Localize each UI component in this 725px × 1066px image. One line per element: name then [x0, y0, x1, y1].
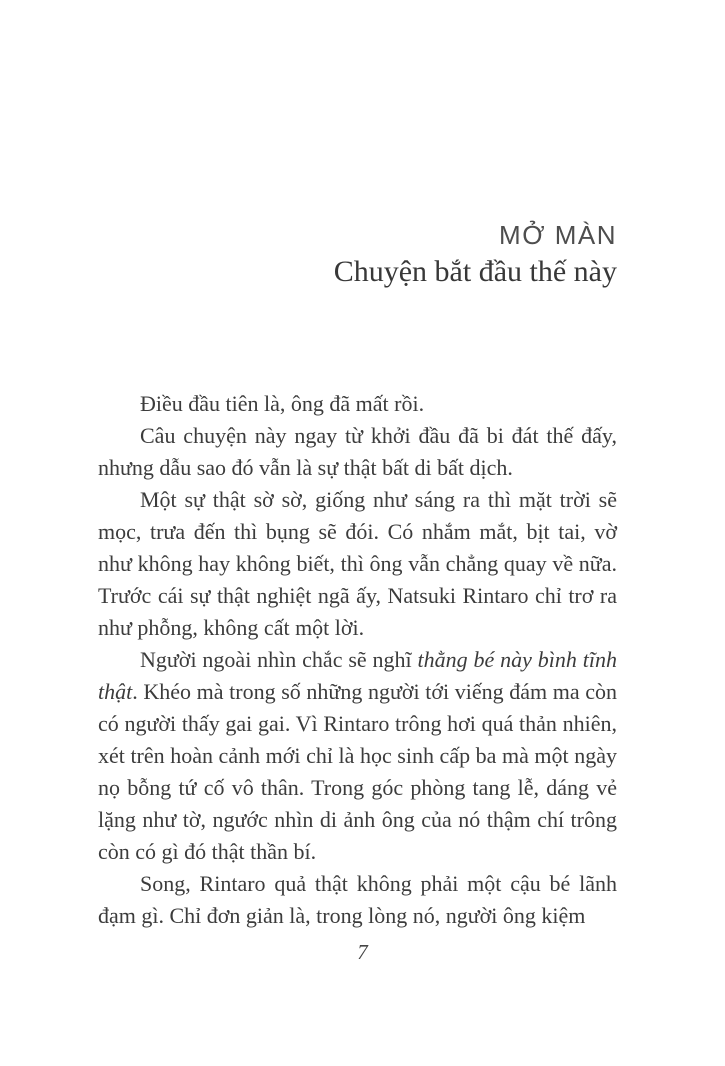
paragraph-segment: Song, Rintaro quả thật không phải một cậu bé lãnh đạm gì. Chỉ đơn giản là, trong lòng nó, người ông kiệm — [98, 871, 617, 928]
paragraph-segment-italic: thằng bé này bình tĩnh thật — [98, 647, 618, 704]
body-text — [98, 388, 617, 932]
chapter-kicker: MỞ MÀN — [499, 220, 617, 250]
paragraph — [98, 420, 617, 484]
paragraph — [98, 388, 617, 420]
paragraph-segment: Một sự thật sờ sờ, giống như sáng ra thì mặt trời sẽ mọc, trưa đến thì bụng sẽ đói. Có nhắm mắt, bịt tai, vờ như không hay không biết, thì ông vẫn chẳng quay về nữa. Trước cái sự thật nghiệt ngã ấy, Natsuki Rintaro chỉ trơ ra như phỗng, không cất một lời. — [98, 487, 617, 640]
paragraph — [98, 868, 617, 932]
paragraph-segment: Câu chuyện này ngay từ khởi đầu đã bi đát thế đấy, nhưng dẫu sao đó vẫn là sự thật bất di bất dịch. — [98, 423, 617, 480]
paragraph — [98, 484, 617, 644]
paragraph-segment: Điều đầu tiên là, ông đã mất rồi. — [140, 391, 425, 416]
page-footer — [0, 940, 725, 965]
page-number: 7 — [357, 940, 368, 964]
chapter-header — [334, 220, 617, 290]
paragraph — [98, 644, 617, 868]
chapter-title: Chuyện bắt đầu thế này — [333, 255, 617, 288]
paragraph-segment: . Khéo mà trong số những người tới viếng đám ma còn có người thấy gai gai. Vì Rintaro trông hơi quá thản nhiên, xét trên hoàn cảnh mới chỉ là học sinh cấp ba mà một ngày nọ bỗng tứ cố vô thân. Trong góc phòng tang lễ, dáng vẻ lặng như tờ, ngước nhìn di ảnh ông của nó thậm chí trông còn có gì đó thật thần bí. — [98, 679, 617, 864]
paragraph-segment: Người ngoài nhìn chắc sẽ nghĩ — [140, 647, 418, 672]
